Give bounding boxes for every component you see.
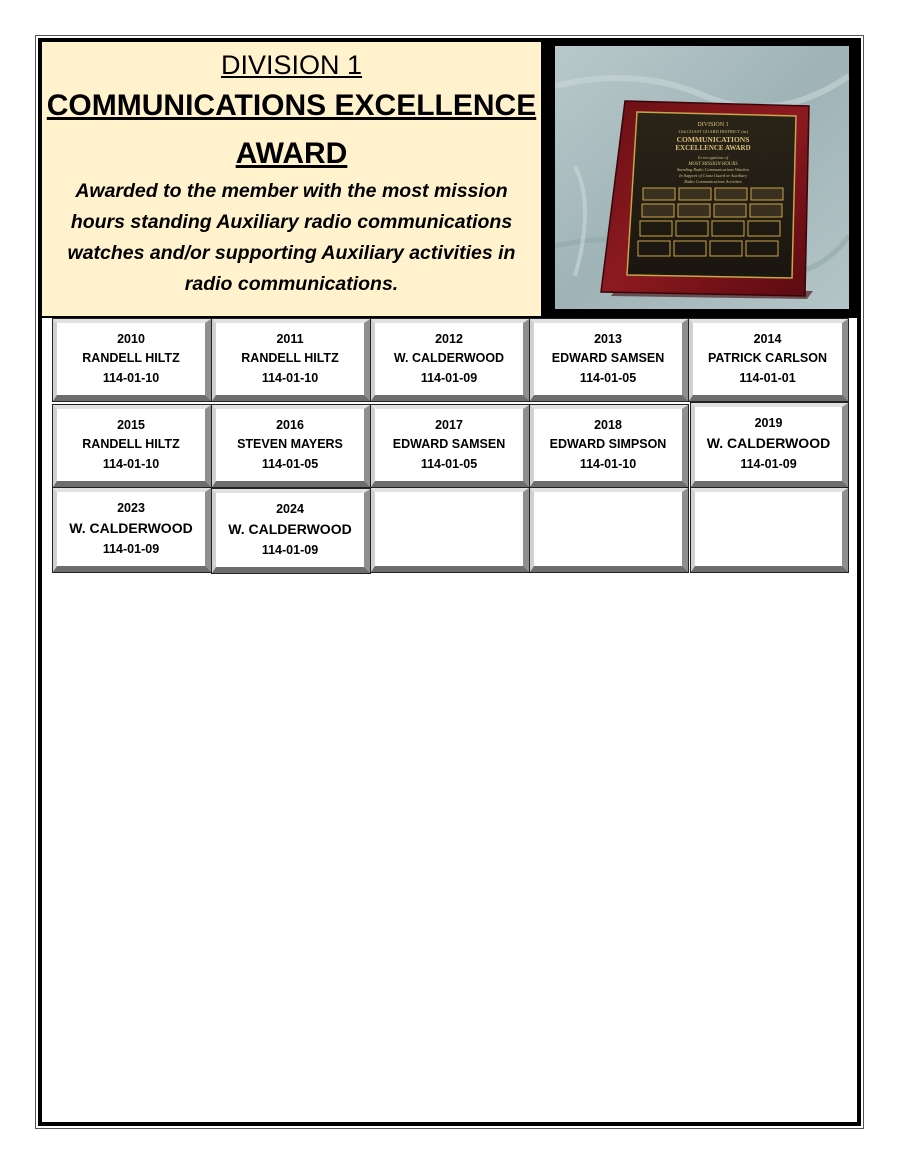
award-year: 2015 [117,418,145,432]
plaque-line5: In recognition of [697,155,729,160]
award-tile-empty [530,488,688,572]
plaque-line2: 11th COAST GUARD DISTRICT (nr) [678,129,748,134]
plaque-line1: DIVISION 1 [697,122,729,128]
award-unit-code: 114-01-09 [102,542,160,556]
award-unit-code: 114-01-05 [261,457,319,471]
award-year: 2024 [276,502,304,516]
award-header [42,42,541,316]
award-tile [691,403,848,487]
award-year: 2016 [276,418,304,432]
award-recipient: RANDELL HILTZ [82,437,180,451]
plaque-plate [643,188,675,200]
award-unit-code: 114-01-05 [420,457,478,471]
award-tile [371,319,529,401]
award-recipient: RANDELL HILTZ [241,351,339,365]
plaque-plate [750,204,782,217]
plaque-plate [715,188,747,200]
plaque-plate [714,204,746,217]
award-year: 2013 [594,332,622,346]
plaque-plate [679,188,711,200]
award-recipient: W. CALDERWOOD [706,435,831,451]
plaque-plate [642,204,674,217]
award-tile [212,319,370,401]
award-year: 2018 [594,418,622,432]
award-unit-code: 114-01-10 [102,457,160,471]
award-year: 2011 [276,332,304,346]
plaque-photo-frame [541,42,857,316]
award-year: 2012 [435,332,463,346]
award-recipient: RANDELL HILTZ [82,351,180,365]
award-tile [530,319,688,401]
header-divider [42,316,858,318]
award-year: 2017 [435,418,463,432]
plaque-line4: EXCELLENCE AWARD [675,144,751,152]
award-year: 2019 [754,416,783,430]
award-unit-code: 114-01-09 [740,457,797,471]
plaque-line7: Standing Radio Communications Watches [676,167,750,172]
award-recipient: STEVEN MAYERS [237,437,343,451]
award-unit-code: 114-01-10 [579,457,637,471]
award-unit-code: 114-01-05 [579,371,637,385]
plaque-line6: MOST MISSION HOURS [688,162,738,167]
award-tile [53,405,211,487]
award-tile [689,319,848,401]
plaque-photo [555,46,849,309]
award-unit-code: 114-01-10 [102,371,160,385]
award-recipient: PATRICK CARLSON [708,351,827,365]
award-unit-code: 114-01-01 [739,371,796,385]
award-unit-code: 114-01-10 [261,371,319,385]
award-unit-code: 114-01-09 [261,543,319,557]
award-tile-empty [691,488,848,572]
award-tile [530,405,688,487]
award-tile [371,405,529,487]
award-recipient: EDWARD SIMPSON [549,437,667,451]
award-recipient: W. CALDERWOOD [69,520,193,536]
award-recipient: EDWARD SAMSEN [392,437,506,451]
plaque-line8: In Support of Coast Guard or Auxiliary [679,173,747,178]
award-tile [53,488,211,572]
award-recipient: EDWARD SAMSEN [551,351,665,365]
plaque-plate [751,188,783,200]
award-recipient: W. CALDERWOOD [393,351,505,365]
award-tile [53,319,211,401]
award-unit-code: 114-01-09 [420,371,478,385]
plaque-plate [678,204,710,217]
plaque-line9: Radio Communications Activities [684,179,742,184]
award-year: 2010 [117,332,145,346]
plaque-line3: COMMUNICATIONS [676,135,750,144]
award-description: Awarded to the member with the most mission hours standing Auxiliary radio communications watches and/or supporting Auxiliary activities in radio communications. [67,180,516,295]
award-tile-empty [371,488,529,572]
award-tile [212,489,370,573]
award-year: 2014 [753,332,782,346]
award-year: 2023 [117,501,145,515]
award-title-line1: COMMUNICATIONS EXCELLENCE [46,89,537,122]
award-title-line2: AWARD [235,137,348,170]
award-recipient: W. CALDERWOOD [228,521,352,537]
division-heading: DIVISION 1 [220,50,363,80]
award-tile [212,405,370,487]
